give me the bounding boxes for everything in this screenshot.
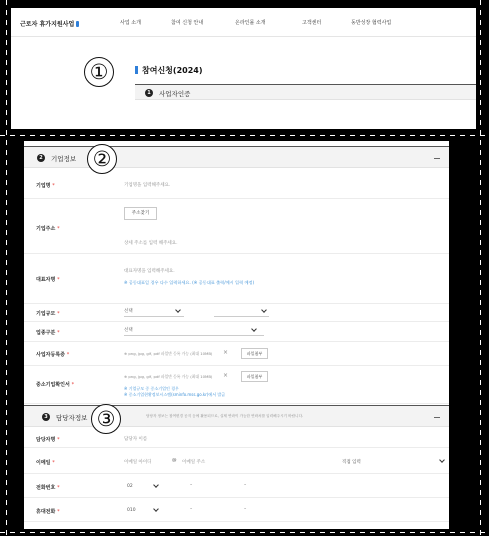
industry-select[interactable]: 선택 bbox=[124, 327, 264, 336]
collapse-icon[interactable] bbox=[434, 158, 440, 159]
screenshot-panel-1 bbox=[11, 8, 476, 129]
form-row-phone bbox=[24, 474, 449, 498]
biz-registration-file-input[interactable]: ※ png, jpg, gif, pdf 파일만 등록 가능 (최대 10MB) bbox=[124, 351, 213, 356]
field-label: 담당자명 * bbox=[36, 437, 60, 443]
nav-item-about[interactable]: 사업 소개 bbox=[120, 20, 141, 26]
email-at-sign: @ bbox=[172, 458, 177, 463]
section-label: 사업자인증 bbox=[159, 90, 191, 98]
section-number: 1 bbox=[145, 89, 153, 97]
section-note: 담당자 정보는 참여변경 공지 등에 활용되므로, 실제 연락이 가능한 연락처를 입력해주시기 바랍니다. bbox=[146, 414, 304, 418]
form-row-mobile bbox=[24, 498, 449, 522]
field-label: 업종구분 * bbox=[36, 330, 60, 336]
page-title: 참여신청(2024) bbox=[135, 65, 203, 76]
field-label: 기업명 * bbox=[36, 183, 55, 189]
email-domain-select[interactable]: 직접 입력 bbox=[342, 460, 361, 465]
form-row-manager-name bbox=[24, 428, 449, 448]
nav-item-support[interactable]: 고객센터 bbox=[302, 20, 322, 26]
form-row-company-size bbox=[24, 304, 449, 322]
form-row-biz-registration bbox=[24, 342, 449, 366]
email-domain-input[interactable]: 이메일 주소 bbox=[182, 460, 206, 465]
dashed-line-h bbox=[0, 532, 489, 533]
sme-hint-text: ※ 기업규모 중 중소기업인 경우 bbox=[124, 386, 179, 391]
field-label: 중소기업확인서 * bbox=[36, 382, 75, 388]
logo-mark-icon bbox=[76, 21, 79, 27]
title-bar-icon bbox=[135, 66, 138, 74]
collapse-icon[interactable] bbox=[434, 417, 440, 418]
sme-hint-text: ※ 중소기업현황정보시스템(sminfo.mss.go.kr)에서 발급 bbox=[124, 392, 226, 397]
nav-item-apply-guide[interactable]: 참여 신청 안내 bbox=[171, 20, 204, 26]
manager-name-input[interactable]: 담당자 이름 bbox=[124, 437, 148, 442]
sme-certificate-attach-button[interactable]: 파일첨부 bbox=[241, 371, 268, 382]
field-label: 사업자등록증 * bbox=[36, 352, 70, 358]
email-id-input[interactable]: 이메일 아이디 bbox=[124, 460, 152, 465]
biz-registration-attach-button[interactable]: 파일첨부 bbox=[241, 348, 268, 359]
dashed-line-v bbox=[480, 0, 481, 536]
form-row-industry bbox=[24, 322, 449, 342]
section-label: 기업정보 bbox=[51, 155, 77, 163]
field-label: 이메일 * bbox=[36, 460, 55, 466]
field-label: 전화번호 * bbox=[36, 485, 60, 491]
close-icon[interactable]: × bbox=[223, 349, 229, 356]
form-row-ceo bbox=[24, 254, 449, 304]
section-header-manager-info[interactable] bbox=[24, 405, 449, 427]
field-label: 기업주소 * bbox=[36, 226, 60, 232]
section-label: 담당자정보 bbox=[56, 414, 88, 422]
annotation-marker-2: ② bbox=[87, 144, 117, 174]
dash-separator: – bbox=[190, 483, 193, 488]
ceo-name-input[interactable]: 대표자명을 입력해주세요. bbox=[124, 269, 175, 274]
address-detail-input[interactable]: 상세 주소를 입력 해주세요. bbox=[124, 241, 178, 246]
annotation-marker-1: ① bbox=[84, 57, 114, 87]
close-icon[interactable]: × bbox=[223, 372, 229, 379]
ceo-hint-text: ※ 공동대표일 경우 다수 입력하세요. (※ 공동대표 출력/예시 입력 예정) bbox=[124, 280, 255, 285]
chevron-down-icon bbox=[153, 506, 159, 512]
section-header-business-auth[interactable] bbox=[135, 84, 476, 100]
site-logo[interactable]: 근로자 휴가지원사업 bbox=[20, 19, 79, 28]
dash-separator: – bbox=[190, 507, 193, 512]
screenshot-panel-2 bbox=[24, 141, 449, 529]
section-number: 3 bbox=[42, 413, 50, 421]
dash-separator: – bbox=[244, 483, 247, 488]
sme-certificate-file-input[interactable]: ※ png, jpg, gif, pdf 파일만 등록 가능 (최대 10MB) bbox=[124, 374, 213, 379]
form-row-address bbox=[24, 199, 449, 254]
company-name-input[interactable]: 기업명을 입력해주세요. bbox=[124, 183, 171, 188]
form-row-company-name bbox=[24, 169, 449, 199]
company-size-select[interactable]: 선택 bbox=[124, 308, 184, 317]
field-label: 휴대전화 * bbox=[36, 509, 60, 515]
mobile-prefix-select[interactable]: 010 bbox=[127, 508, 136, 513]
chevron-down-icon bbox=[439, 457, 445, 463]
phone-prefix-select[interactable]: 02 bbox=[127, 484, 133, 489]
field-label: 대표자명 * bbox=[36, 277, 60, 283]
dashed-line-v bbox=[6, 0, 7, 536]
address-search-button[interactable]: 주소찾기 bbox=[124, 207, 157, 220]
nav-item-mall[interactable]: 온라인몰 소개 bbox=[235, 20, 266, 26]
form-row-sme-certificate bbox=[24, 366, 449, 404]
form-row-email bbox=[24, 448, 449, 474]
field-label: 기업규모 * bbox=[36, 311, 60, 317]
section-number: 2 bbox=[37, 154, 45, 162]
annotation-marker-3: ③ bbox=[91, 404, 121, 434]
global-nav bbox=[11, 8, 476, 37]
dashed-line-h bbox=[0, 135, 489, 136]
nav-item-partnership[interactable]: 동반성장 협력사업 bbox=[351, 20, 392, 26]
dash-separator: – bbox=[244, 507, 247, 512]
chevron-down-icon bbox=[153, 482, 159, 488]
